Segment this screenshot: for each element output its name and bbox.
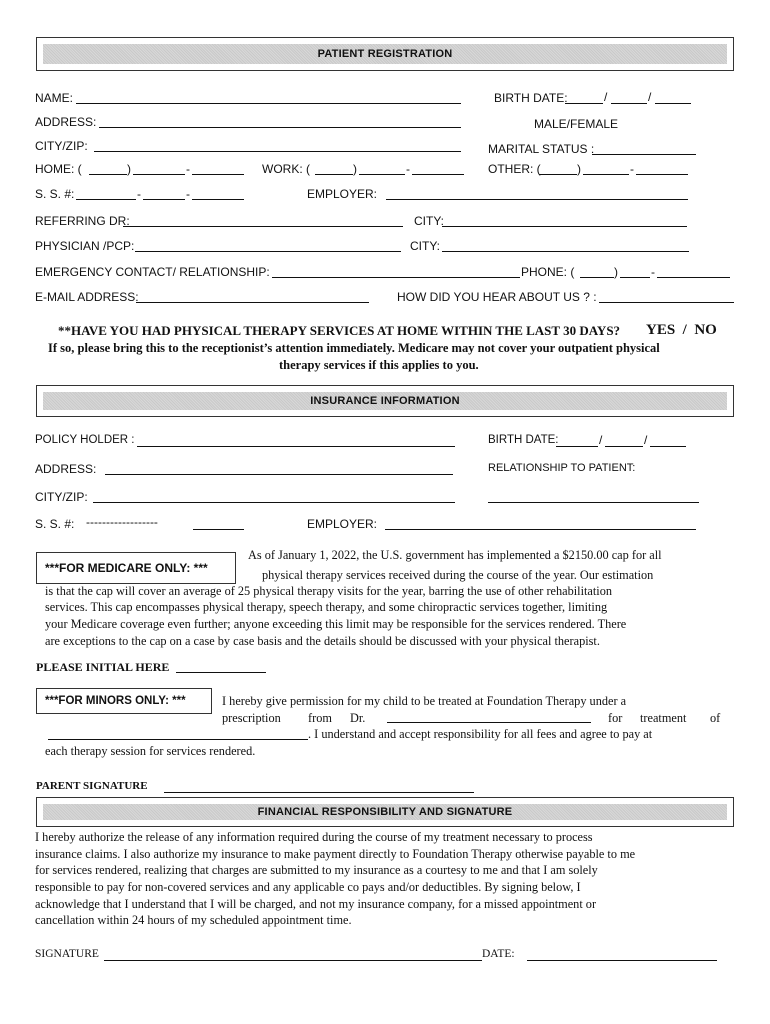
dash: - [630, 162, 634, 176]
emergency-phone-label: PHONE: ( [521, 265, 575, 279]
how-hear-field[interactable] [599, 302, 734, 303]
financial-text: insurance claims. I also authorize my insurance to make payment directly to Foundation Therapy otherwise payable to me [35, 847, 636, 861]
referring-dr-field[interactable] [123, 226, 403, 227]
birth-day-field[interactable] [611, 103, 647, 104]
physician-city-field[interactable] [442, 251, 689, 252]
insured-birth-year[interactable] [650, 446, 686, 447]
date-slash: / [644, 433, 648, 447]
work-phone-prefix[interactable] [359, 174, 405, 175]
financial-text: acknowledge that I understand that I will be charged, and not my insurance company, for a missed appointment or [35, 897, 597, 911]
date-slash: / [599, 433, 603, 447]
minors-text: Dr. [350, 711, 366, 725]
other-area-code[interactable] [539, 174, 577, 175]
financial-text: responsible to pay for non-covered services and any applicable co pays and/or deductibles. By signing below, I [35, 880, 581, 894]
medicare-text: are exceptions to the cap on a case by case basis and the details should be discussed with your physical therapist. [45, 634, 600, 648]
address-label: ADDRESS: [35, 115, 97, 129]
medicare-text: physical therapy services received during the course of the year. Our estimation [262, 568, 654, 582]
work-area-code[interactable] [315, 174, 353, 175]
medicare-text: your Medicare coverage even further; anyone exceeding this limit may be responsible for the services rendered. There [45, 617, 627, 631]
home-phone-line[interactable] [192, 174, 244, 175]
home-therapy-note: therapy services if this applies to you. [279, 358, 479, 372]
referring-dr-label: REFERRING DR: [35, 214, 130, 228]
minors-text: I hereby give permission for my child to be treated at Foundation Therapy under a [222, 694, 627, 708]
minors-text: . I understand and accept responsibility for all fees and agree to pay at [308, 727, 653, 741]
date-field[interactable] [527, 960, 717, 961]
minors-text: prescription [222, 711, 281, 725]
home-therapy-question: **HAVE YOU HAD PHYSICAL THERAPY SERVICES AT HOME WITHIN THE LAST 30 DAYS? [58, 323, 621, 338]
insured-ss-field[interactable] [193, 529, 244, 530]
financial-text: cancellation within 24 hours of my scheduled appointment time. [35, 913, 352, 927]
medicare-text: services. This cap encompasses physical therapy, speech therapy, and some chiropractic services together, limiting [45, 600, 608, 614]
birth-year-field[interactable] [655, 103, 691, 104]
emergency-phone-line[interactable] [657, 277, 730, 278]
ss-part1[interactable] [76, 199, 136, 200]
medicare-text: is that the cap will cover an average of 25 physical therapy visits for the year, barring the use of other rehabilitation [45, 584, 613, 598]
employer-label: EMPLOYER: [307, 187, 378, 201]
work-phone-label: WORK: ( [262, 162, 310, 176]
minors-text: for [608, 711, 623, 725]
paren: ) [614, 265, 618, 279]
email-label: E-MAIL ADDRESS: [35, 290, 139, 304]
dash: - [186, 162, 190, 176]
yes-no-options[interactable]: YES / NO [646, 322, 717, 338]
paren: ) [577, 162, 581, 176]
initial-field[interactable] [176, 672, 266, 673]
emergency-phone-prefix[interactable] [620, 277, 650, 278]
name-label: NAME: [35, 91, 74, 105]
parent-signature-label: PARENT SIGNATURE [36, 780, 148, 792]
birth-date-label: BIRTH DATE: [494, 91, 568, 105]
section-title: INSURANCE INFORMATION [43, 392, 727, 410]
minors-text: of [710, 711, 721, 725]
date-label: DATE: [482, 948, 515, 960]
paren: ) [353, 162, 357, 176]
city-zip-field[interactable] [94, 151, 461, 152]
insured-birth-month[interactable] [556, 446, 598, 447]
medicare-text: As of January 1, 2022, the U.S. government has implemented a $2150.00 cap for all [248, 548, 662, 562]
home-phone-label: HOME: ( [35, 162, 82, 176]
relationship-label: RELATIONSHIP TO PATIENT: [488, 462, 636, 474]
home-phone-prefix[interactable] [133, 174, 185, 175]
parent-signature-field[interactable] [164, 792, 474, 793]
other-phone-prefix[interactable] [583, 174, 629, 175]
section-title: FINANCIAL RESPONSIBILITY AND SIGNATURE [43, 804, 727, 820]
minors-text: treatment [640, 711, 687, 725]
medicare-only-tag: ***FOR MEDICARE ONLY: *** [36, 552, 236, 584]
referring-city-field[interactable] [442, 226, 687, 227]
minors-only-tag: ***FOR MINORS ONLY: *** [36, 688, 212, 714]
dash: - [137, 187, 141, 201]
minors-text: from [308, 711, 332, 725]
how-hear-label: HOW DID YOU HEAR ABOUT US ? : [397, 290, 597, 304]
ss-label: S. S. #: [35, 187, 75, 201]
financial-text: for services rendered, realizing that charges are submitted to my insurance as a courtesy to me and that I am solely [35, 863, 598, 877]
signature-field[interactable] [104, 960, 482, 961]
policy-holder-field[interactable] [137, 446, 455, 447]
signature-label: SIGNATURE [35, 948, 99, 960]
birth-month-field[interactable] [565, 103, 603, 104]
email-field[interactable] [136, 302, 369, 303]
ss-part2[interactable] [143, 199, 185, 200]
emergency-contact-label: EMERGENCY CONTACT/ RELATIONSHIP: [35, 265, 270, 279]
insurance-information-header [36, 385, 734, 417]
section-title: PATIENT REGISTRATION [43, 44, 727, 64]
insured-birth-date-label: BIRTH DATE: [488, 434, 559, 446]
marital-status-label: MARITAL STATUS : [488, 142, 595, 156]
child-name-field[interactable] [48, 739, 308, 740]
paren: ) [127, 162, 131, 176]
insured-address-field[interactable] [105, 474, 453, 475]
physician-field[interactable] [135, 251, 401, 252]
policy-holder-label: POLICY HOLDER : [35, 434, 135, 446]
prescribing-doctor-field[interactable] [387, 722, 591, 723]
home-area-code[interactable] [89, 174, 127, 175]
employer-field[interactable] [386, 199, 688, 200]
relationship-field[interactable] [488, 502, 699, 503]
other-phone-label: OTHER: ( [488, 162, 541, 176]
date-slash: / [604, 90, 608, 104]
physician-city-label: CITY: [410, 239, 441, 253]
insured-ss-dashes: ------------------ [86, 515, 158, 529]
referring-city-label: CITY: [414, 214, 445, 228]
minors-text: each therapy session for services rendered. [45, 744, 256, 758]
address-field[interactable] [99, 127, 461, 128]
dash: - [406, 162, 410, 176]
insured-birth-day[interactable] [605, 446, 643, 447]
sex-options[interactable]: MALE/FEMALE [534, 117, 619, 131]
date-slash: / [648, 90, 652, 104]
other-phone-line[interactable] [636, 174, 688, 175]
marital-status-field[interactable] [592, 154, 696, 155]
dash: - [651, 265, 655, 279]
insured-city-zip-label: CITY/ZIP: [35, 490, 88, 504]
city-zip-label: CITY/ZIP: [35, 139, 88, 153]
home-therapy-note: If so, please bring this to the receptionist’s attention immediately. Medicare may not cover your outpatient physical [48, 341, 660, 355]
insured-address-label: ADDRESS: [35, 462, 97, 476]
name-field[interactable] [76, 103, 461, 104]
insured-employer-field[interactable] [385, 529, 696, 530]
work-phone-line[interactable] [412, 174, 464, 175]
insured-employer-label: EMPLOYER: [307, 517, 378, 531]
insured-ss-label: S. S. #: [35, 517, 75, 531]
financial-text: I hereby authorize the release of any information required during the course of my treatment necessary to process [35, 830, 593, 844]
ss-part3[interactable] [192, 199, 244, 200]
emergency-contact-field[interactable] [272, 277, 520, 278]
please-initial-label: PLEASE INITIAL HERE [36, 660, 170, 674]
financial-responsibility-header [36, 797, 734, 827]
emergency-area-code[interactable] [580, 277, 614, 278]
dash: - [186, 187, 190, 201]
patient-registration-header [36, 37, 734, 71]
physician-label: PHYSICIAN /PCP: [35, 239, 135, 253]
insured-city-zip-field[interactable] [93, 502, 455, 503]
